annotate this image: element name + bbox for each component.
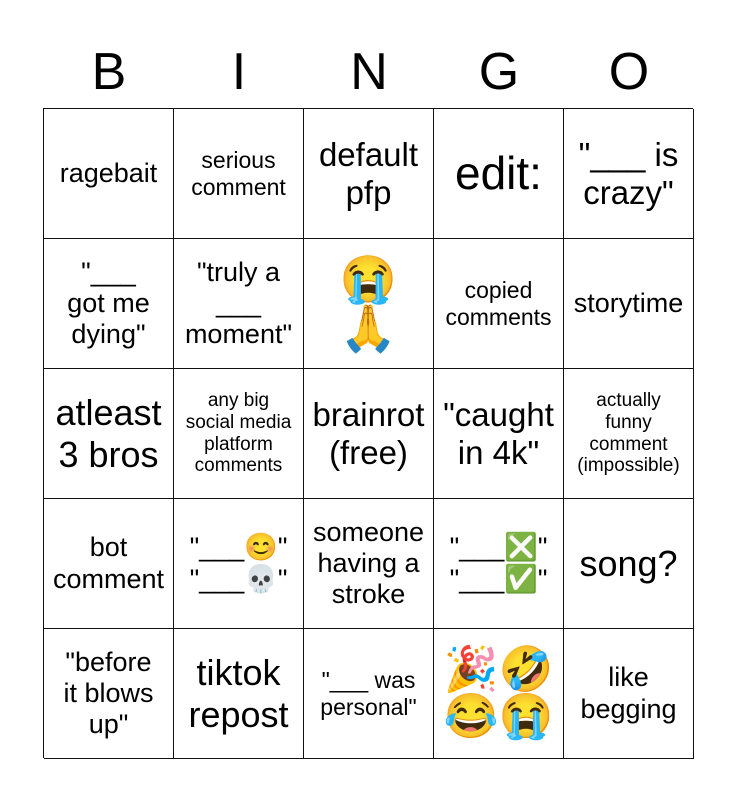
bingo-cell-r4c4[interactable]: "___❎" "___✅" — [434, 499, 564, 629]
bingo-cell-r4c3[interactable]: someone having a stroke — [304, 499, 434, 629]
bingo-cell-r3c1[interactable]: atleast 3 bros — [44, 369, 174, 499]
bingo-grid — [43, 108, 693, 758]
bingo-cell-r2c3[interactable]: 😭 🙏 — [304, 239, 434, 369]
bingo-cell-r5c5[interactable]: like begging — [564, 629, 694, 759]
bingo-cell-r1c1[interactable]: ragebait — [44, 109, 174, 239]
header-letter-g: G — [478, 43, 520, 101]
bingo-cell-r1c5[interactable]: "___ is crazy" — [564, 109, 694, 239]
bingo-cell-r3c3[interactable]: brainrot (free) — [304, 369, 434, 499]
header-letter-i: I — [231, 43, 247, 101]
bingo-cell-r4c2[interactable]: "___😊" "___💀" — [174, 499, 304, 629]
header-letter-n: N — [350, 43, 388, 101]
bingo-cell-r1c4[interactable]: edit: — [434, 109, 564, 239]
bingo-cell-r2c4[interactable]: copied comments — [434, 239, 564, 369]
bingo-header — [44, 36, 694, 108]
bingo-cell-r1c2[interactable]: serious comment — [174, 109, 304, 239]
bingo-cell-r2c5[interactable]: storytime — [564, 239, 694, 369]
bingo-cell-r4c1[interactable]: bot comment — [44, 499, 174, 629]
bingo-cell-r5c3[interactable]: "___ was personal" — [304, 629, 434, 759]
bingo-cell-r5c1[interactable]: "before it blows up" — [44, 629, 174, 759]
bingo-cell-r1c3[interactable]: default pfp — [304, 109, 434, 239]
bingo-cell-r5c2[interactable]: tiktok repost — [174, 629, 304, 759]
header-letter-b: B — [91, 43, 127, 101]
bingo-cell-r2c1[interactable]: "___ got me dying" — [44, 239, 174, 369]
bingo-cell-r3c2[interactable]: any big social media platform comments — [174, 369, 304, 499]
bingo-cell-r4c5[interactable]: song? — [564, 499, 694, 629]
bingo-cell-r2c2[interactable]: "truly a ___ moment" — [174, 239, 304, 369]
bingo-cell-r3c4[interactable]: "caught in 4k" — [434, 369, 564, 499]
header-letter-o: O — [608, 43, 650, 101]
bingo-cell-r3c5[interactable]: actually funny comment (impossible) — [564, 369, 694, 499]
bingo-cell-r5c4[interactable]: 🎉🤣 😂😭 — [434, 629, 564, 759]
